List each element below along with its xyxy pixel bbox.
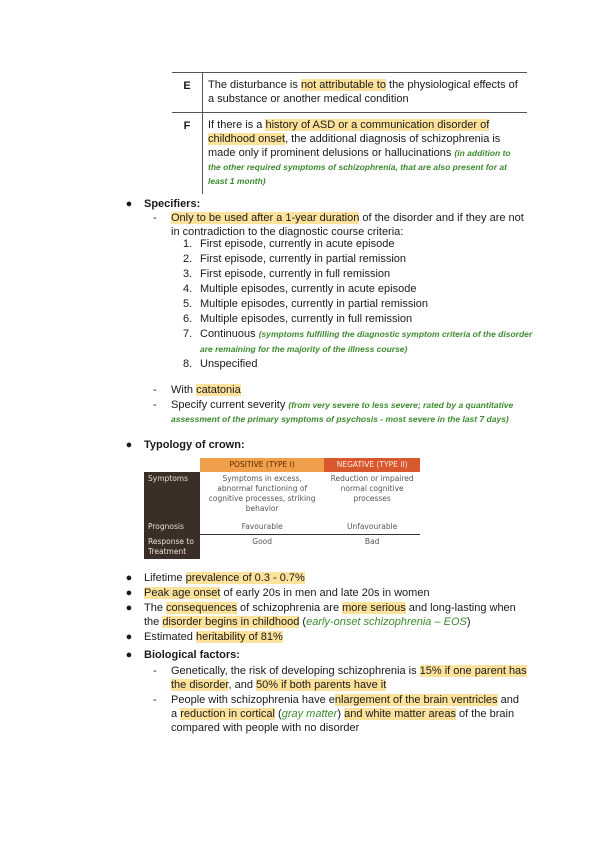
- dash-icon: -: [153, 384, 157, 396]
- list-item: 1. First episode, currently in acute episode: [183, 238, 395, 250]
- table-cell: Unfavourable: [324, 520, 420, 535]
- dash-icon: -: [153, 694, 157, 706]
- criteria-letter: F: [183, 120, 191, 132]
- criteria-row-e: [172, 73, 527, 113]
- table-cell: Good: [252, 537, 273, 546]
- typology-table: [144, 458, 420, 559]
- row-label: Prognosis: [144, 520, 200, 535]
- bullet-icon: ●: [125, 587, 133, 599]
- dash-icon: -: [153, 212, 157, 224]
- list-item: 7. Continuous (symptoms fulfilling the diagnostic symptom criteria of the disorder are remaining for the majority of the illness course): [183, 328, 533, 354]
- typology-heading: Typology of crown:: [144, 439, 245, 451]
- dash-icon: -: [153, 665, 157, 677]
- criteria-letter: E: [183, 80, 191, 92]
- specifiers-intro: Only to be used after a 1-year duration of the disorder and if they are not in contradiction to the diagnostic course criteria:: [171, 212, 524, 238]
- bullet-icon: ●: [125, 198, 133, 210]
- heritability-line: Estimated heritability of 81%: [144, 631, 283, 643]
- table-cell: Favourable: [200, 520, 324, 535]
- catatonia-line: With catatonia: [171, 384, 241, 396]
- prevalence-line: Lifetime prevalence of 0.3 - 0.7%: [144, 572, 305, 584]
- list-item: 6. Multiple episodes, currently in full remission: [183, 313, 413, 325]
- column-header-negative: NEGATIVE (TYPE II): [324, 458, 420, 472]
- criteria-text: The disturbance is not attributable to the physiological effects of a substance or another medical condition: [208, 79, 518, 105]
- table-cell: Bad: [364, 537, 380, 546]
- brain-line: People with schizophrenia have enlargement of the brain ventricles and a reduction in cortical (gray matter) and white matter areas of the brain compared with people with no disorder: [171, 694, 519, 734]
- table-cell: Symptoms in excess, abnormal functioning of cognitive processes, striking behavior: [208, 474, 316, 513]
- bullet-icon: ●: [125, 439, 133, 451]
- list-item: 3. First episode, currently in full remission: [183, 268, 391, 280]
- criteria-row-f: [172, 113, 527, 194]
- row-label: Response to Treatment: [144, 535, 200, 559]
- table-cell: Reduction or impaired normal cognitive processes: [330, 474, 414, 503]
- list-item: 5. Multiple episodes, currently in partial remission: [183, 298, 429, 310]
- criteria-note: (in addition to the other required symptoms of schizophrenia, that are also present for at least 1 month): [208, 148, 511, 186]
- list-item: 2. First episode, currently in partial remission: [183, 253, 407, 265]
- column-header-positive: POSITIVE (TYPE I): [200, 458, 324, 472]
- genetics-line: Genetically, the risk of developing schizophrenia is 15% if one parent has the disorder, and 50% if both parents have it: [171, 665, 527, 691]
- criteria-table: [172, 72, 527, 194]
- bullet-icon: ●: [125, 572, 133, 584]
- bullet-icon: ●: [125, 631, 133, 643]
- dash-icon: -: [153, 399, 157, 411]
- list-item: 8. Unspecified: [183, 358, 258, 370]
- severity-line: Specify current severity (from very severe to less severe; rated by a quantitative assessment of the primary symptoms of psychosis - most severe in the last 7 days): [171, 399, 514, 424]
- specifiers-heading: Specifiers:: [144, 198, 201, 210]
- criteria-text: If there is a history of ASD or a communication disorder of childhood onset, the additional diagnosis of schizophrenia is made only if prominent delusions or hallucinations (in addition to the other required symptoms of schizophrenia, that are also present for at least 1 month): [208, 119, 511, 186]
- bullet-icon: ●: [125, 649, 133, 661]
- bullet-icon: ●: [125, 602, 133, 614]
- biological-heading: Biological factors:: [144, 649, 240, 661]
- specifier-list: [183, 237, 540, 372]
- row-label: Symptoms: [144, 472, 200, 520]
- peak-onset-line: Peak age onset of early 20s in men and late 20s in women: [144, 587, 430, 599]
- consequences-line: The consequences of schizophrenia are more serious and long-lasting when the disorder begins in childhood (early-onset schizophrenia – EOS): [144, 602, 516, 628]
- list-item: 4. Multiple episodes, currently in acute episode: [183, 283, 417, 295]
